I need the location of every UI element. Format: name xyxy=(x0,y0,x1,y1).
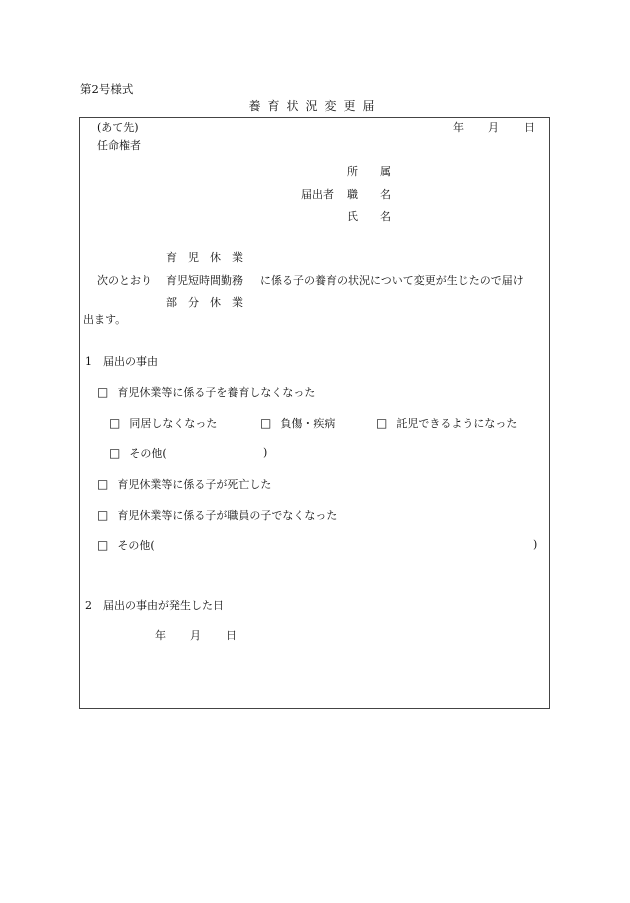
option-other-close: ) xyxy=(533,538,538,551)
checkbox-icon[interactable]: □ xyxy=(260,416,272,430)
statement-prefix: 次のとおり xyxy=(97,274,152,287)
event-date-month: 月 xyxy=(190,629,201,642)
applicant-affiliation-label: 所 属 xyxy=(347,165,391,178)
option-other-sub[interactable]: □ その他( xyxy=(109,446,167,460)
form-box xyxy=(79,117,550,709)
date-year: 年 xyxy=(453,121,464,134)
section2-heading: 2 届出の事由が発生した日 xyxy=(85,599,224,612)
statement-suffix: に係る子の養育の状況について変更が生じたので届け xyxy=(260,274,524,287)
checkbox-icon[interactable]: □ xyxy=(109,416,121,430)
checkbox-icon[interactable]: □ xyxy=(97,508,109,522)
option-injury-illness[interactable]: □ 負傷・疾病 xyxy=(260,416,336,430)
document-title: 養育状況変更届 xyxy=(248,99,382,113)
checkbox-icon[interactable]: □ xyxy=(97,477,109,491)
date-day: 日 xyxy=(524,121,535,134)
option-not-cohabiting[interactable]: □ 同居しなくなった xyxy=(109,416,218,430)
addressee-name: 任命権者 xyxy=(97,139,141,152)
applicant-position-label: 職 名 xyxy=(347,188,391,201)
option-other[interactable]: □ その他( xyxy=(97,538,155,552)
option-child-deceased[interactable]: □ 育児休業等に係る子が死亡した xyxy=(97,477,272,491)
option-childcare-available[interactable]: □ 託児できるようになった xyxy=(376,416,518,430)
statement-continuation: 出ます。 xyxy=(83,313,127,326)
checkbox-icon[interactable]: □ xyxy=(109,446,121,460)
form-number: 第2号様式 xyxy=(80,82,134,96)
option-other-sub-close: ) xyxy=(263,446,268,459)
option-no-longer-employee-child[interactable]: □ 育児休業等に係る子が職員の子でなくなった xyxy=(97,508,338,522)
addressee-label: (あて先) xyxy=(97,121,139,134)
leave-type-partial: 部 分 休 業 xyxy=(166,296,243,309)
applicant-label: 届出者 xyxy=(301,188,334,201)
section1-heading: 1 届出の事由 xyxy=(85,355,158,368)
checkbox-icon[interactable]: □ xyxy=(97,385,109,399)
event-date-year: 年 xyxy=(155,629,166,642)
checkbox-icon[interactable]: □ xyxy=(376,416,388,430)
option-no-longer-raising[interactable]: □ 育児休業等に係る子を養育しなくなった xyxy=(97,385,316,399)
checkbox-icon[interactable]: □ xyxy=(97,538,109,552)
applicant-name-label: 氏 名 xyxy=(347,210,391,223)
leave-type-short-hours: 育児短時間勤務 xyxy=(166,274,243,287)
event-date-day: 日 xyxy=(226,629,237,642)
leave-type-childcare: 育 児 休 業 xyxy=(166,251,243,264)
date-month: 月 xyxy=(488,121,499,134)
